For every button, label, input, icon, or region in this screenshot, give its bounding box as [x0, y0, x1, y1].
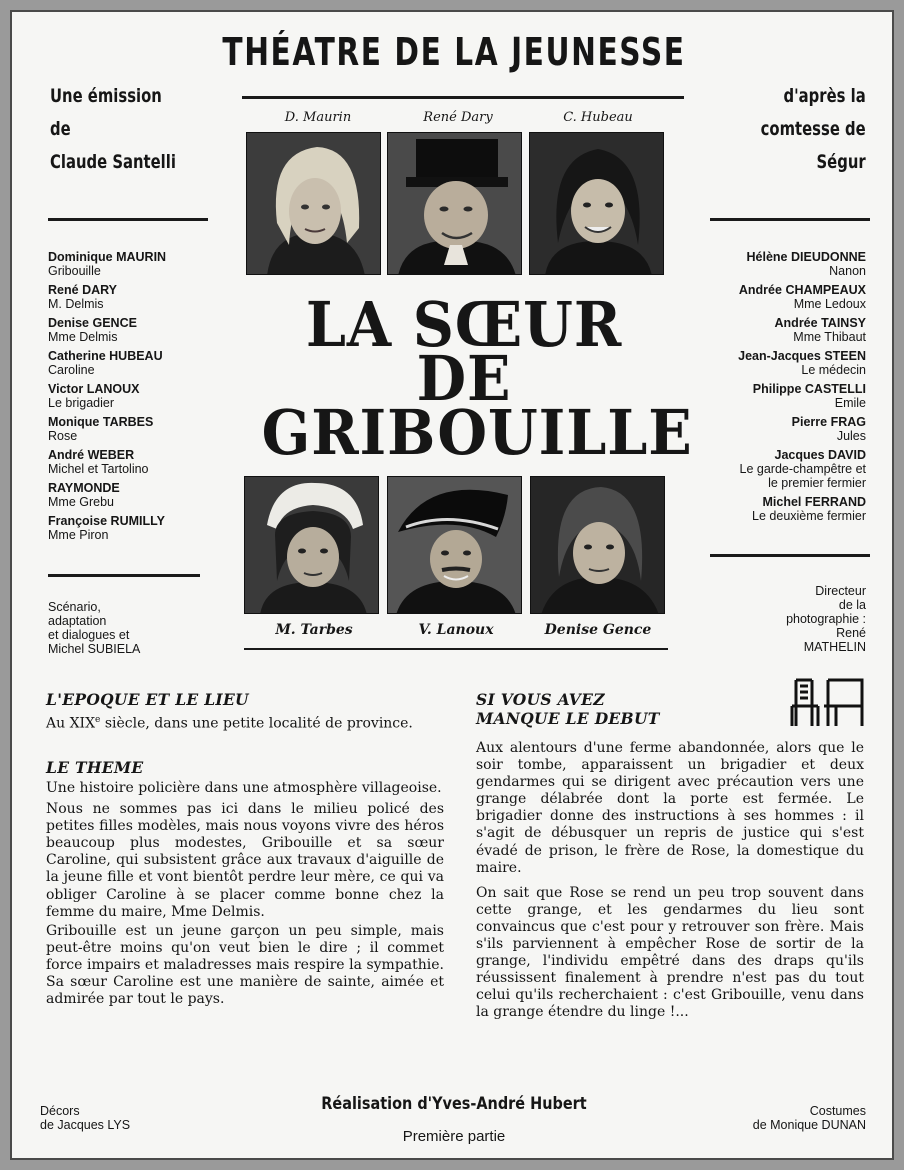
episode-part: Première partie	[402, 1128, 506, 1145]
photo-director-credit	[786, 584, 866, 654]
decors-line: Décors	[40, 1104, 80, 1118]
cast-entry: Victor LANOUX Le brigadier	[48, 382, 140, 410]
cast-entry: Jean-Jacques STEEN Le médecin	[738, 349, 866, 377]
photo-caption: René Dary	[423, 110, 493, 125]
scenario-line: Michel SUBIELA	[48, 642, 141, 656]
photos-rule	[244, 648, 668, 650]
costumes-credit	[753, 1104, 866, 1132]
photo-caption: M. Tarbes	[275, 622, 353, 638]
portrait-photo-lanoux	[387, 476, 522, 614]
missed-text	[476, 740, 864, 1027]
cast-entry: Andrée TAINSY Mme Thibaut	[774, 316, 866, 344]
section-heading-theme: LE THEME	[46, 758, 144, 777]
photo-caption: V. Lanoux	[418, 622, 494, 638]
scenario-line: et dialogues et	[48, 628, 130, 642]
scenario-credit	[48, 600, 140, 656]
photo-director-line: de la	[838, 598, 866, 612]
cast-entry: Hélène DIEUDONNE Nanon	[746, 250, 866, 278]
cast-entry: Pierre FRAG Jules	[791, 415, 866, 443]
page-heading: THÉATRE DE LA JEUNESSE	[222, 30, 686, 74]
photo-director-line: photographie :	[786, 612, 866, 626]
theme-text	[46, 780, 444, 1013]
cast-entry: RAYMONDE Mme Grebu	[48, 481, 120, 509]
emission-credit	[50, 80, 176, 179]
cast-entry: Françoise RUMILLY Mme Piron	[48, 514, 165, 542]
decors-line: de Jacques LYS	[40, 1118, 131, 1132]
source-line: comtesse de	[760, 118, 866, 140]
portrait-photo-tarbes	[244, 476, 379, 614]
cast-list-right	[666, 250, 866, 528]
photo-director-line: MATHELIN	[803, 640, 866, 654]
theme-paragraph: Gribouille est un jeune garçon un peu simple, mais peut-être moins qu'on veut bien le dire ; il commet force impairs et maladresses mais respire la sympathie. Sa sœur Caroline est une manière de sainte, aimée et admirée par tout le pays.	[46, 922, 444, 1008]
portrait-photo-maurin	[246, 132, 381, 275]
section-heading-epoque: L'EPOQUE ET LE LIEU	[46, 690, 249, 709]
photo-caption: Denise Gence	[544, 622, 652, 638]
source-line: d'après la	[783, 85, 866, 107]
section-heading-missed: SI VOUS AVEZ MANQUE LE DEBUT	[476, 690, 660, 728]
scenario-line: Scénario,	[48, 600, 101, 614]
realisation-credit: Réalisation d'Yves-André Hubert	[321, 1094, 587, 1114]
right-rule	[710, 218, 870, 221]
photo-caption: D. Maurin	[284, 110, 352, 125]
magazine-page	[10, 10, 894, 1160]
cast-entry: Andrée CHAMPEAUX Mme Ledoux	[738, 283, 866, 311]
header-rule	[242, 96, 684, 99]
show-title-line2: DE	[416, 342, 512, 415]
theme-paragraph: Une histoire policière dans une atmosphère villageoise.	[46, 780, 442, 796]
source-line: Ségur	[816, 151, 866, 173]
costumes-line: de Monique DUNAN	[752, 1118, 866, 1132]
left-rule	[48, 218, 208, 221]
scenario-line: adaptation	[48, 614, 107, 628]
portrait-photo-hubeau	[529, 132, 664, 275]
emission-line: Une émission	[50, 85, 162, 107]
cast-entry: René DARY M. Delmis	[48, 283, 118, 311]
cast-entry: Philippe CASTELLI Emile	[752, 382, 866, 410]
photo-director-line: Directeur	[815, 584, 866, 598]
cast-entry: Dominique MAURIN Gribouille	[48, 250, 167, 278]
cast-entry: Catherine HUBEAU Caroline	[48, 349, 163, 377]
show-title-line3: GRIBOUILLE	[261, 396, 693, 469]
cast-entry: Michel FERRAND Le deuxième fermier	[752, 495, 866, 523]
cast-entry: André WEBER Michel et Tartolino	[48, 448, 149, 476]
theme-paragraph: Nous ne sommes pas ici dans le milieu policé des petites filles modèles, mais nous voyons vivre des héros beaucoup plus modestes, Gribouille et sa sœur Caroline, qui subsistent grâce aux travaux d'aiguille de la jeune fille et vont bientôt perdre leur mère, ce qui va obliger Caroline à se placer comme bonne chez la femme du maire, Mme Delmis.	[46, 801, 444, 920]
left-rule	[48, 574, 200, 577]
portrait-photo-dary	[387, 132, 522, 275]
cast-entry: Jacques DAVID Le garde-champêtre et le premier fermier	[739, 448, 866, 490]
cast-entry: Denise GENCE Mme Delmis	[48, 316, 137, 344]
photo-director-line: René	[836, 626, 866, 640]
epoque-text: Au XIXe siècle, dans une petite localité de province.	[46, 715, 413, 732]
chairs-icon	[788, 676, 866, 735]
emission-line: de	[50, 118, 71, 140]
source-credit	[761, 80, 866, 179]
cast-list-left	[48, 250, 238, 547]
missed-paragraph: Aux alentours d'une ferme abandonnée, alors que le soir tombe, apparaissent un brigadier et deux gendarmes qui se dirigent avec précaution vers une grange délabrée dont la porte est fermée. Le brigadier donne des instructions à ses hommes : il s'agit de débusquer un repris de justice qui s'est évadé de prison, le frère de Rose, la domestique du maire.	[476, 740, 864, 876]
portrait-photo-gence	[530, 476, 665, 614]
right-rule	[710, 554, 870, 557]
costumes-line: Costumes	[809, 1104, 866, 1118]
show-title-line1: LA SŒUR	[305, 288, 623, 361]
emission-line: Claude Santelli	[50, 151, 176, 173]
cast-entry: Monique TARBES Rose	[48, 415, 154, 443]
missed-paragraph: On sait que Rose se rend un peu trop souvent dans cette grange, et les gendarmes du lieu sont convaincus que c'est pour y retrouver son frère. Mais s'ils parviennent à empêcher Rose de sortir de la grange, l'individu empêtré dans des draps qu'ils réussissent finalement à prendre n'est pas du tout celui qu'ils recherchaient : c'est Gribouille, venu dans la grange étendre du linge !...	[476, 884, 864, 1021]
photo-caption: C. Hubeau	[563, 110, 633, 125]
